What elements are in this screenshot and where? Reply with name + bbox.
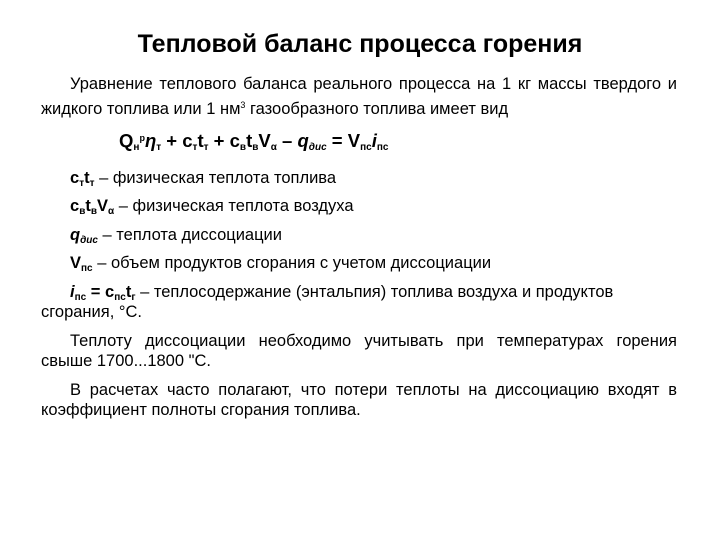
formula-c2-sub: в — [239, 142, 247, 153]
def1-c-sub: т — [79, 177, 85, 189]
intro-text-before: Уравнение теплового баланса реального процесса на 1 кг массы твердого и жидкого топлива или 1 нм — [41, 75, 677, 118]
definition-fuel-heat — [41, 168, 677, 189]
intro-paragraph — [41, 74, 677, 119]
formula-v: V — [258, 130, 271, 151]
def2-t-sub: в — [90, 206, 97, 217]
definition-combustion-volume — [41, 253, 677, 274]
formula-eta: η — [144, 130, 157, 151]
definition-air-heat — [41, 196, 677, 217]
formula-t2: t — [246, 130, 253, 151]
def2-v: V — [97, 197, 109, 215]
def-symbol-ips — [70, 283, 135, 301]
def2-t: t — [85, 197, 91, 215]
paragraph-dissociation-temperature: Теплоту диссоциации необходимо учитывать при температурах горения свыше 1700...1800 "С. — [41, 331, 677, 370]
intro-text-after: газообразного топлива имеет вид — [245, 99, 509, 118]
definition-dissociation-heat — [41, 225, 677, 246]
def2-c-sub: в — [79, 206, 86, 217]
slide-title: Тепловой баланс процесса горения — [137, 30, 583, 58]
def5-i-sub: пс — [74, 291, 87, 303]
paragraph-combustion-efficiency: В расчетах часто полагают, что потери теплоты на диссоциацию входят в коэффициент полноты сгорания топлива. — [41, 380, 677, 419]
def5-t: t — [125, 282, 132, 301]
formula-c1: c — [182, 130, 193, 151]
def5-c-sub: пс — [114, 291, 126, 303]
def3-q: q — [70, 225, 81, 244]
heat-balance-formula — [119, 131, 677, 152]
def1-c: c — [70, 168, 80, 187]
def5-i: i — [70, 282, 75, 301]
formula-minus: – — [276, 130, 298, 151]
def-symbol-cv-tv-va — [70, 197, 114, 215]
definition-text: – объем продуктов сгорания с учетом диссоциации — [92, 254, 492, 272]
def2-c: c — [70, 197, 80, 215]
def1-t-sub: т — [89, 177, 95, 189]
formula-c1-sub: т — [192, 142, 198, 153]
formula-i: i — [371, 130, 377, 151]
formula-q-sup: р — [139, 133, 145, 143]
definition-text: – физическая теплота топлива — [94, 168, 337, 187]
formula-qd-sub: дис — [308, 142, 327, 153]
slide-content — [41, 74, 677, 421]
def-symbol-qdis — [70, 226, 98, 244]
formula-vr: V — [347, 130, 361, 151]
def-symbol-ct-tt — [70, 169, 95, 187]
formula-plus-1: + — [161, 130, 183, 151]
formula-t2-sub: в — [252, 142, 259, 153]
intro-superscript: 3 — [240, 99, 246, 110]
formula-i-sub: пс — [376, 142, 389, 153]
def4-v: V — [70, 254, 82, 272]
formula-qd: q — [297, 130, 309, 151]
definition-text: – теплосодержание (энтальпия) топлива воздуха и продуктов сгорания, °С. — [41, 282, 614, 321]
formula-vr-sub: пс — [360, 142, 372, 153]
def2-v-sub: α — [108, 206, 115, 217]
formula-q-sub: н — [133, 142, 140, 153]
def3-q-sub: дис — [80, 234, 98, 246]
def5-eq: = — [86, 282, 106, 301]
formula-t1: t — [197, 130, 204, 151]
definition-enthalpy — [41, 282, 677, 323]
formula-plus-2: + — [208, 130, 230, 151]
definition-text: – теплота диссоциации — [97, 225, 282, 244]
formula-c2: c — [229, 130, 240, 151]
formula-eta-sub: т — [156, 142, 162, 153]
formula-v-sub: α — [270, 142, 277, 153]
def1-t: t — [84, 168, 90, 187]
formula-t1-sub: т — [203, 142, 209, 153]
def4-v-sub: пс — [81, 263, 93, 274]
formula-q: Q — [119, 130, 134, 151]
def5-t-sub: г — [131, 291, 136, 303]
def-symbol-vps — [70, 254, 93, 272]
def5-c: c — [105, 282, 115, 301]
formula-eq: = — [326, 130, 348, 151]
definition-text: – физическая теплота воздуха — [114, 197, 354, 215]
